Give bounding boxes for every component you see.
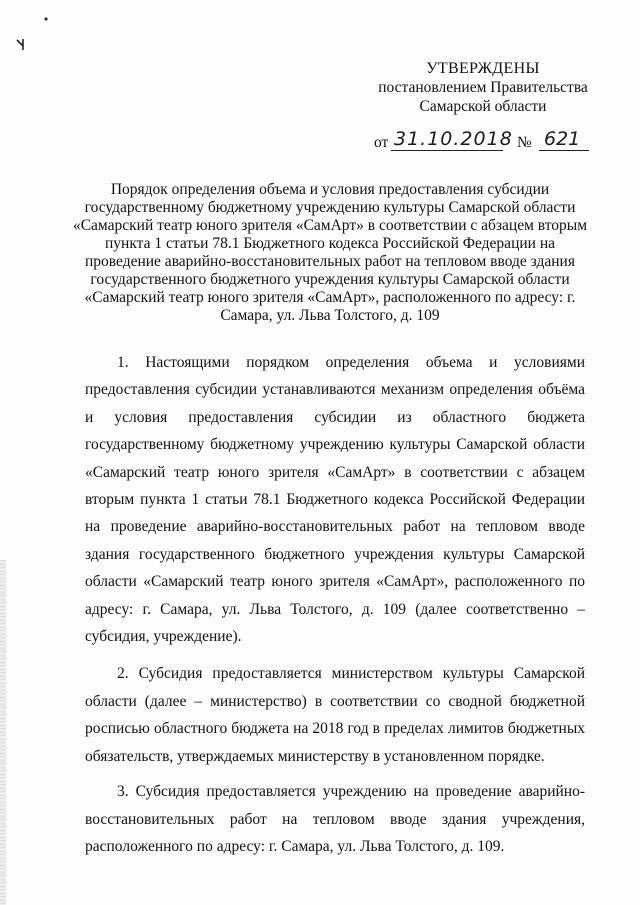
approval-heading: УТВЕРЖДЕНЫ [426,60,540,77]
approval-stamp-block [372,59,594,116]
approval-line-1: постановлением Правительства [378,79,588,96]
scan-edge-shadow [0,560,6,905]
scan-dot-mark [43,16,49,22]
number-prefix: № [517,134,532,151]
document-body [85,349,585,870]
paragraph-2: 2. Субсидия предоставляется министерством культуры Самарской области (далее – министерство) в соответствии со сводной бюджетной росписью областного бюджета на 2018 год в пределах лимитов бюджетных обязательств, утверждаемых министерству в установленном порядке. [85,665,585,765]
paragraph-1: 1. Настоящими порядком определения объема и условиями предоставления субсидии устанавливаются механизм определения объёма и условия предоставления субсидии из областного бюджета государственному бюджетному учреждению культуры Самарской области «Самарский театр юного зрителя «СамАрт» в соответствии с абзацем вторым пункта 1 статьи 78.1 Бюджетного кодекса Российской Федерации на проведение аварийно-восстановительных работ на тепловом вводе здания государственного бюджетного учреждения культуры Самарской области «Самарский театр юного зрителя «СамАрт», расположенного по адресу: г. Самара, ул. Льва Толстого, д. 109 (далее соответственно – субсидия, учреждение). [85,354,585,646]
date-prefix: от [374,134,389,151]
date-underline [391,150,503,151]
approval-line-2: Самарской области [419,98,547,115]
scan-corner-mark [14,36,30,52]
document-title: Порядок определения объема и условия предоставления субсидии государственному бюджетному учреждению культуры Самарской области «Самарский театр юного зрителя «СамАрт» в соответствии с абзацем вторым пункта 1 статьи 78.1 Бюджетного кодекса Российской Федерации на проведение аварийно-восстановительных работ на тепловом вводе здания государственного бюджетного учреждения культуры Самарской области «Самарский театр юного зрителя «СамАрт», расположенного по адресу: г. Самара, ул. Льва Толстого, д. 109 [72,181,588,324]
paragraph-3: 3. Субсидия предоставляется учреждению на проведение аварийно-восстановительных работ на тепловом вводе здания учреждения, расположенного по адресу: г. Самара, ул. Льва Толстого, д. 109. [85,783,585,855]
handwritten-number: 621 [544,128,581,150]
document-dateline [374,130,604,156]
handwritten-date: 31.10.2018 [394,128,513,150]
number-underline [539,150,589,151]
